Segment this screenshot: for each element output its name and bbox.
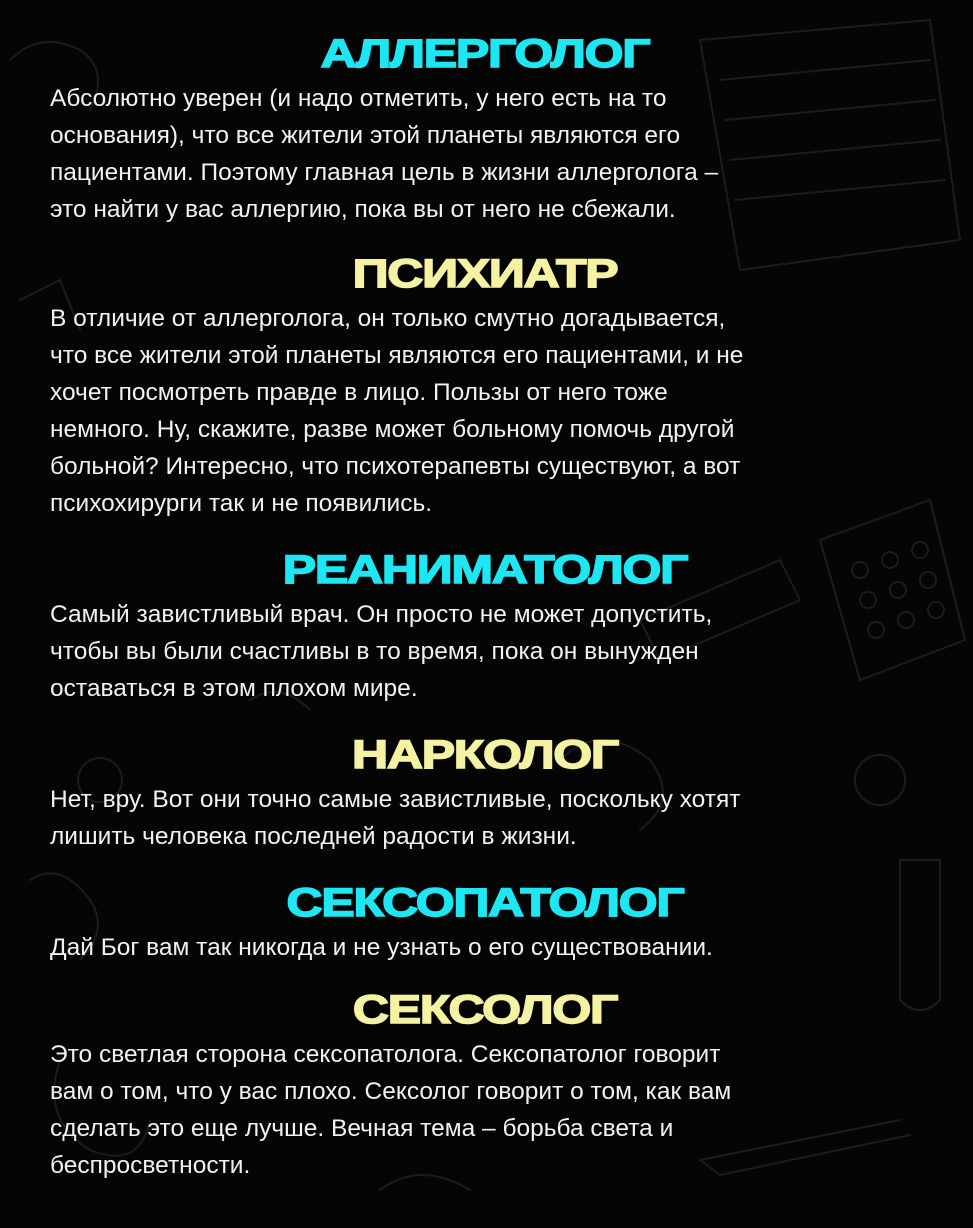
section-title: РЕАНИМАТОЛОГ xyxy=(282,548,688,592)
section-text: Нет, вру. Вот они точно самые завистливые, поскольку хотят лишить человека последней радости в жизни. xyxy=(50,786,741,850)
section-resuscitator xyxy=(50,544,920,707)
section-title: ПСИХИАТР xyxy=(352,252,618,296)
section-text: В отличие от аллерголога, он только смутно догадывается, что все жители этой планеты являются его пациентами, и не хочет посмотреть правде в лицо. Пользы от него тоже немного. Ну, скажите, разве может больному помочь другой больной? Интересно, что психотерапевты существуют, а вот психохирурги так и не появились. xyxy=(50,305,744,517)
section-narcologist xyxy=(50,729,920,855)
section-text: Это светлая сторона сексопатолога. Сексопатолог говорит вам о том, что у вас плохо. Сексолог говорит о том, как вам сделать это еще лучше. Вечная тема – борьба света и беспросветности. xyxy=(50,1041,732,1179)
section-sexologist xyxy=(50,984,920,1184)
content xyxy=(50,28,920,1184)
section-allergologist xyxy=(50,28,920,228)
section-sexopathologist xyxy=(50,877,920,966)
section-title: АЛЛЕРГОЛОГ xyxy=(320,32,650,76)
section-psychiatrist xyxy=(50,248,920,522)
section-title: СЕКСОПАТОЛОГ xyxy=(286,881,684,925)
section-text: Дай Бог вам так никогда и не узнать о его существовании. xyxy=(50,934,713,961)
section-text: Абсолютно уверен (и надо отметить, у него есть на то основания), что все жители этой планеты являются его пациентами. Поэтому главная цель в жизни аллерголога – это найти у вас аллергию, пока вы от него не сбежали. xyxy=(50,85,719,223)
section-title: НАРКОЛОГ xyxy=(351,733,619,777)
section-title: СЕКСОЛОГ xyxy=(352,988,618,1032)
section-text: Самый завистливый врач. Он просто не может допустить, чтобы вы были счастливы в то время, пока он вынужден оставаться в этом плохом мире. xyxy=(50,601,713,702)
